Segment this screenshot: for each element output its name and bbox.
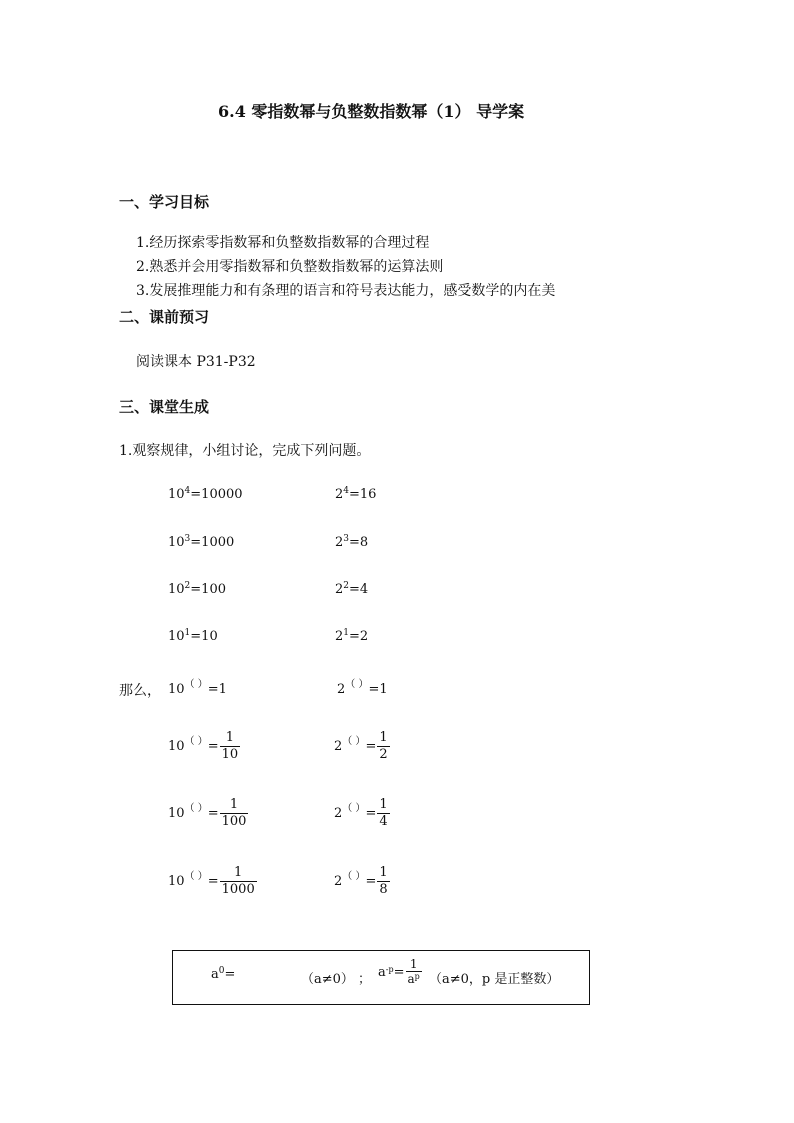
power-row-2-3: $2^3=8$ — [335, 534, 369, 550]
power-row-2-4: $2^4=16$ — [335, 486, 377, 502]
exponent-blank: （ ） — [345, 679, 369, 690]
power-row-10-4: $10^4=10000$ — [168, 486, 243, 502]
fraction: $\frac{1}{4}$ — [379, 797, 388, 829]
exponent-blank: （ ） — [184, 679, 208, 690]
section-heading-goals: 一、学习目标 — [119, 193, 210, 211]
goal-item-2: 2.熟悉并会用零指数幂和负整数指数幂的运算法则 — [136, 259, 444, 275]
page-title: 6.4 零指数幂与负整数指数幂（1） 导学案 — [218, 102, 525, 121]
fraction: $\frac{1}{8}$ — [379, 865, 388, 897]
blank-row-2-frac-1: 2（ ）= $\frac{1}{2}$ — [334, 730, 388, 762]
power-row-10-2: $10^2=100$ — [168, 581, 226, 597]
fraction: $\frac{1}{2}$ — [379, 730, 388, 762]
zero-exponent-formula: $a^0=$ — [211, 966, 236, 982]
fraction: $\frac{1}{100}$ — [221, 797, 247, 829]
blank-row-2-frac-3: 2（ ）= $\frac{1}{8}$ — [334, 865, 388, 897]
power-row-2-1: $2^1=2$ — [335, 628, 369, 644]
exponent-blank: （ ） — [184, 736, 208, 747]
classroom-question: 1.观察规律，小组讨论，完成下列问题。 — [119, 443, 371, 459]
power-row-10-1: $10^1=10$ — [168, 628, 218, 644]
negative-exponent-condition: （a≠0，p 是正整数） — [429, 972, 560, 987]
blank-row-10-zero: 10（ ）=1 — [168, 679, 227, 697]
goal-item-1: 1.经历探索零指数幂和负整数指数幂的合理过程 — [136, 235, 430, 251]
preview-text: 阅读课本 P31-P32 — [136, 354, 256, 370]
fraction: $\frac{1}{a^p}$ — [407, 957, 420, 986]
blank-row-10-frac-3: 10（ ）= $\frac{1}{1000}$ — [168, 865, 255, 897]
blank-row-10-frac-1: 10（ ）= $\frac{1}{10}$ — [168, 730, 239, 762]
formula-box — [172, 950, 590, 1005]
goal-item-3: 3.发展推理能力和有条理的语言和符号表达能力，感受数学的内在美 — [136, 283, 556, 299]
then-label: 那么， — [119, 683, 161, 699]
exponent-blank: （ ） — [342, 803, 366, 814]
exponent-blank: （ ） — [184, 803, 208, 814]
blank-row-2-frac-2: 2（ ）= $\frac{1}{4}$ — [334, 797, 388, 829]
fraction: $\frac{1}{10}$ — [221, 730, 239, 762]
section-heading-classroom: 三、课堂生成 — [119, 398, 210, 416]
exponent-blank: （ ） — [184, 871, 208, 882]
exponent-blank: （ ） — [342, 736, 366, 747]
power-row-10-3: $10^3=1000$ — [168, 534, 235, 550]
blank-row-2-zero: 2（ ）=1 — [337, 679, 388, 697]
fraction: $\frac{1}{1000}$ — [221, 865, 255, 897]
negative-exponent-formula: $a^{-p}=$ $\frac{1}{a^p}$ — [378, 957, 420, 986]
exponent-blank: （ ） — [342, 871, 366, 882]
blank-row-10-frac-2: 10（ ）= $\frac{1}{100}$ — [168, 797, 247, 829]
section-heading-preview: 二、课前预习 — [119, 308, 210, 326]
zero-exponent-condition: （a≠0） ； — [301, 972, 372, 987]
power-row-2-2: $2^2=4$ — [335, 581, 369, 597]
